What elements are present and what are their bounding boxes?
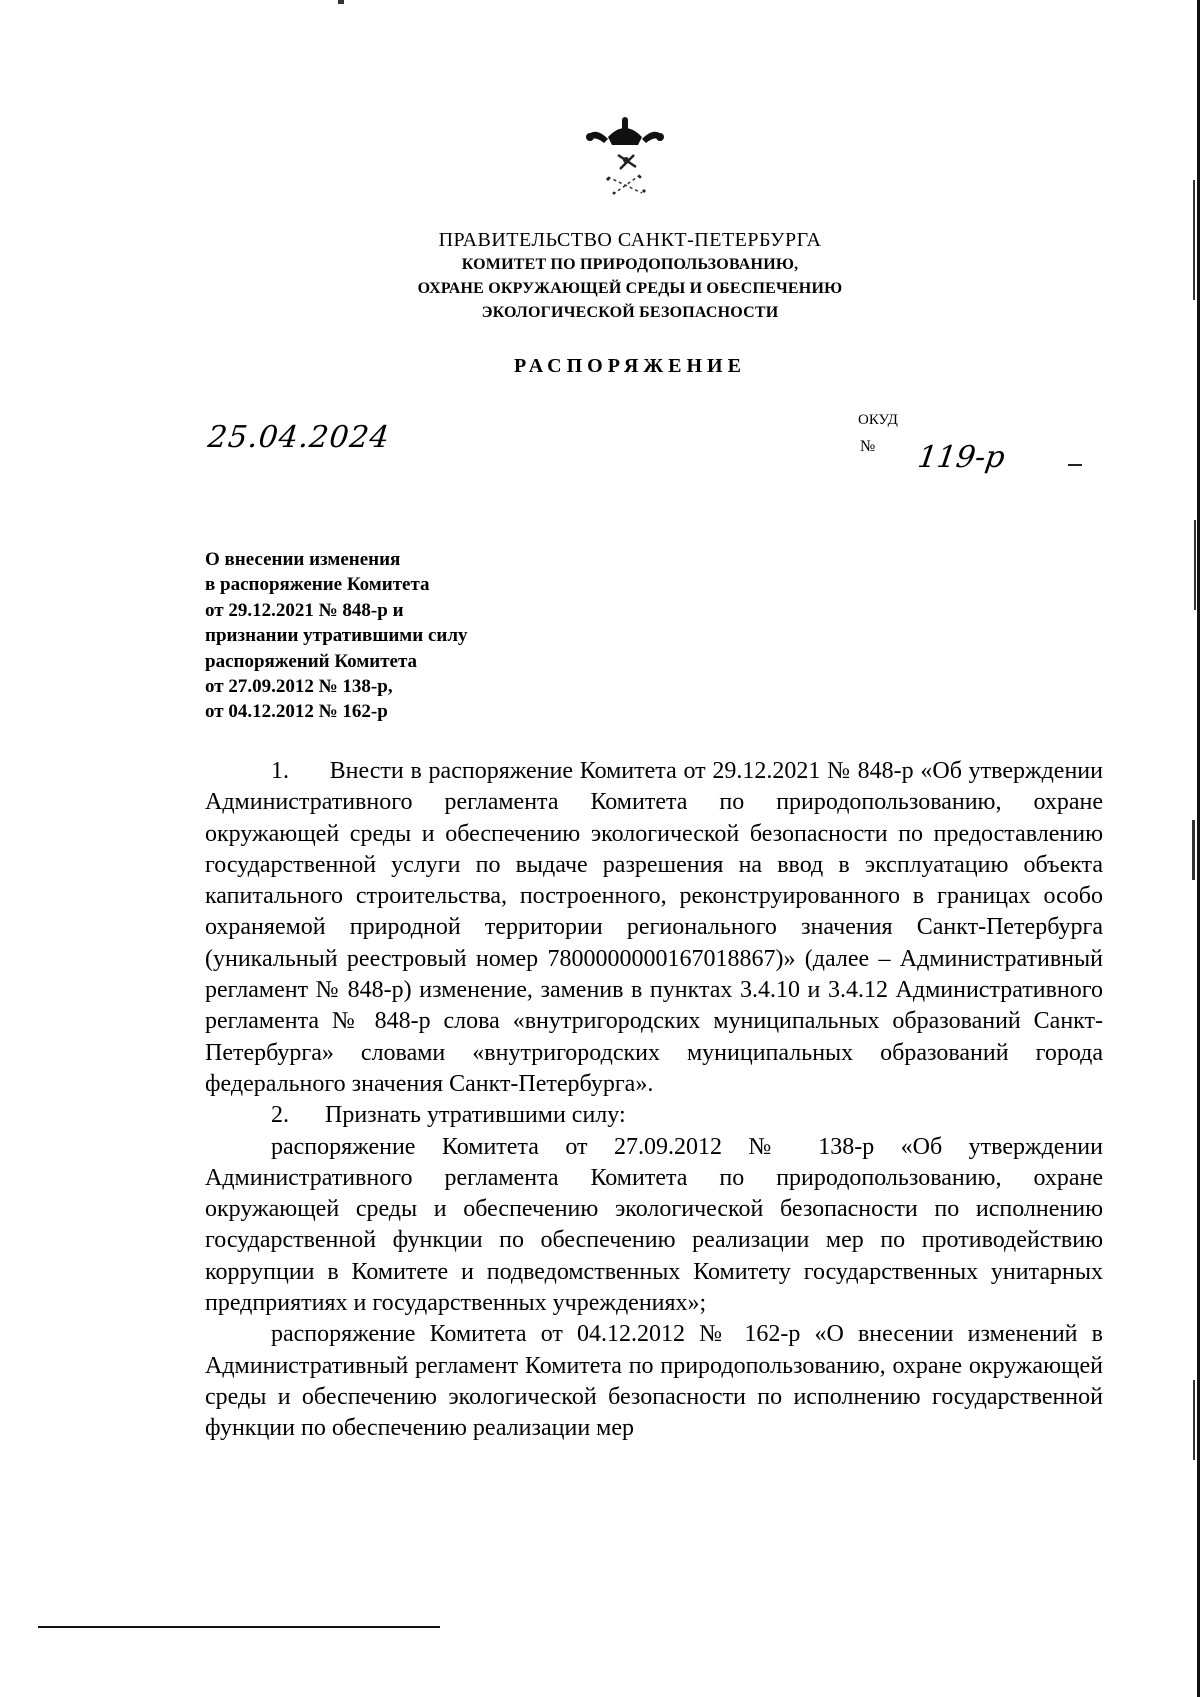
document-number: 119-р: [915, 440, 1008, 475]
item-text: Внести в распоряжение Комитета от 29.12.2021 № 848-р «Об утверждении Административного регламента Комитета по природопользованию, охране окружающей среды и обеспечению экологической безопасности по предоставлению государственной услуги по выдаче разрешения на ввод в эксплуатацию объекта капитального строительства, построенного, реконструированного в границах особо охраняемой природной территории регионального значения Санкт-Петербурга (уникальный реестровый номер 7800000000167018867)» (далее – Административный регламент № 848-р) изменение, заменив в пунктах 3.4.10 и 3.4.12 Административного регламента № 848-р слова «внутригородских муниципальных образований Санкт-Петербурга» словами «внутригородских муниципальных образований города федерального значения Санкт-Петербурга».: [205, 758, 1103, 1097]
number-dash: [1068, 464, 1082, 466]
paragraph-item-1: [205, 756, 1103, 1100]
subject-line: от 27.09.2012 № 138-р,: [205, 676, 393, 698]
document-type: РАСПОРЯЖЕНИЕ: [514, 355, 746, 377]
paragraph-item-2: [205, 1100, 1103, 1131]
document-subject: [205, 547, 585, 725]
subject-line: от 04.12.2012 № 162-р: [205, 701, 388, 723]
committee-line-3: ЭКОЛОГИЧЕСКОЙ БЕЗОПАСНОСТИ: [481, 304, 779, 321]
subject-line: О внесении изменения: [205, 549, 401, 570]
government-title: ПРАВИТЕЛЬСТВО САНКТ-ПЕТЕРБУРГА: [438, 229, 822, 251]
number-label: №: [860, 438, 876, 455]
footer-divider: [38, 1626, 440, 1628]
committee-line-2: ОХРАНЕ ОКРУЖАЮЩЕЙ СРЕДЫ И ОБЕСПЕЧЕНИЮ: [417, 280, 843, 297]
item-text: Признать утратившими силу:: [325, 1102, 626, 1129]
subject-line: от 29.12.2021 № 848-р и: [205, 599, 404, 621]
committee-line-1: КОМИТЕТ ПО ПРИРОДОПОЛЬЗОВАНИЮ,: [461, 256, 799, 273]
paragraph-item-2b: распоряжение Комитета от 04.12.2012 № 162-р «О внесении изменений в Административный регламент Комитета по природопользованию, охране окружающей среды и обеспечению экологической безопасности по исполнению государственной функции по обеспечению реализации мер: [205, 1321, 1103, 1442]
document-body: [205, 756, 1103, 1445]
okud-label: ОКУД: [858, 412, 898, 428]
scan-edge: [1190, 0, 1200, 1697]
subject-line: признании утратившими силу: [205, 625, 468, 647]
st-petersburg-emblem-icon: [578, 115, 672, 205]
paragraph-item-2a: распоряжение Комитета от 27.09.2012 № 138-р «Об утверждении Административного регламента Комитета по природопользованию, охране окружающей среды и обеспечению экологической безопасности по исполнению государственной функции по обеспечению реализации мер по противодействию коррупции в Комитете и подведомственных Комитету государственных унитарных предприятиях и государственных учреждениях»;: [205, 1133, 1103, 1317]
scan-mark: [338, 0, 344, 4]
item-number: 2.: [271, 1102, 289, 1129]
subject-line: в распоряжение Комитета: [205, 574, 430, 596]
document-date: 25.04.2024: [206, 420, 392, 455]
document-header: [300, 227, 960, 325]
subject-line: распоряжений Комитета: [205, 650, 418, 672]
item-number: 1.: [271, 758, 289, 784]
